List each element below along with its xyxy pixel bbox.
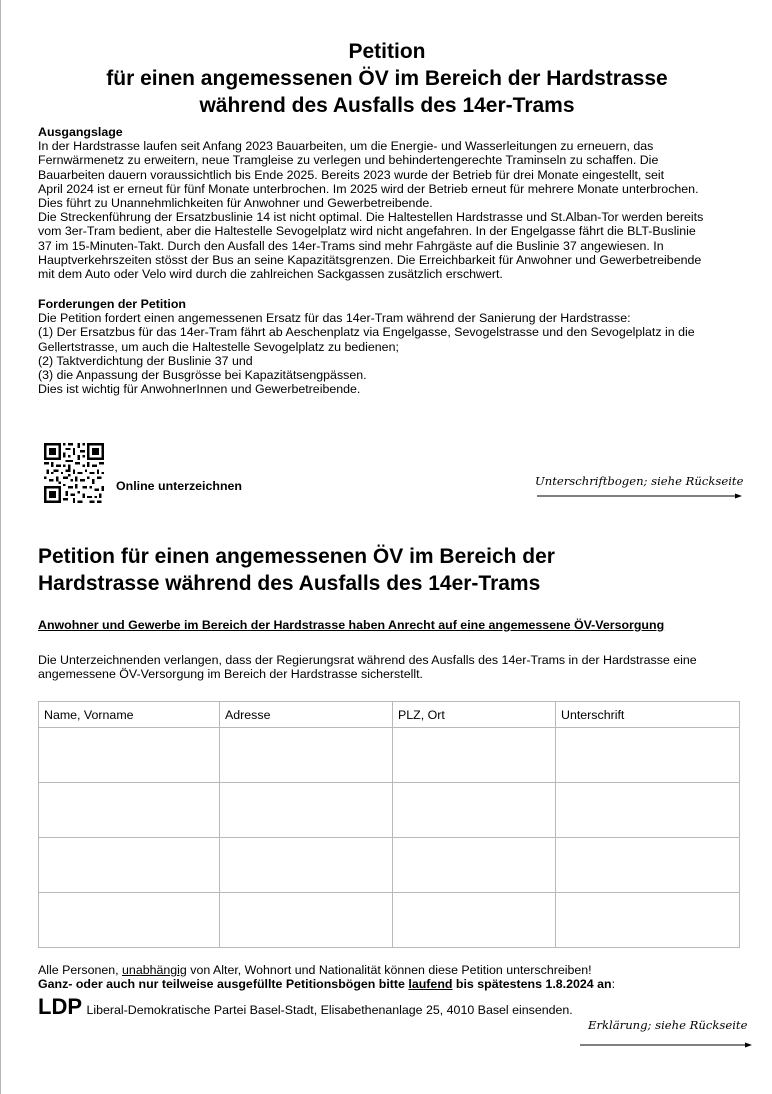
ausgangslage-line: In der Hardstrasse laufen seit Anfang 2023 Bauarbeiten, um die Energie- und Wasserleitungen zu erneuern, das <box>38 139 654 154</box>
ausgangslage-line: Hauptverkehrszeiten stösst der Bus an seine Kapazitätsgrenzen. Die Erreichbarkeit für Anwohner und Gewerbetreibende <box>38 252 702 267</box>
column-header-name: Name, Vorname <box>39 702 220 728</box>
ausgangslage-line: Bauarbeiten dauern voraussichtlich bis Ende 2025. Bereits 2023 wurde der Betrieb für drei Monate eingestellt, seit <box>38 167 665 182</box>
title-line-2: für einen angemessenen ÖV im Bereich der Hardstrasse <box>106 67 668 90</box>
zip-city-cell[interactable] <box>393 893 556 948</box>
ldp-logo: LDP <box>38 994 82 1019</box>
table-header-row <box>39 702 740 728</box>
explanation-note: Erklärung; siehe Rückseite <box>588 1018 748 1032</box>
footer-text-part: Alle Personen, <box>38 963 123 977</box>
name-cell[interactable] <box>39 728 220 783</box>
table-row <box>39 838 740 893</box>
footer-colon: : <box>611 977 616 992</box>
forderungen-line: Gellertstrasse, um auch die Haltestelle Sevogelplatz zu bedienen; <box>38 339 399 354</box>
arrow-right-icon <box>580 1040 752 1050</box>
forderungen-line: Die Petition fordert einen angemessenen Ersatz für das 14er-Tram während der Sanierung der Hardstrasse: <box>38 311 631 326</box>
signature-cell[interactable] <box>556 783 740 838</box>
footer-line-1 <box>38 963 615 977</box>
page-title <box>40 38 734 119</box>
ausgangslage-heading: Ausgangslage <box>38 125 123 139</box>
address-cell[interactable] <box>220 893 393 948</box>
footer-line-2 <box>38 977 615 991</box>
petition-title-line-1: Petition für einen angemessenen ÖV im Bereich der <box>38 545 555 568</box>
signature-cell[interactable] <box>556 728 740 783</box>
title-line-1: Petition <box>348 40 426 63</box>
signature-cell[interactable] <box>556 893 740 948</box>
demand-line-2: angemessene ÖV-Versorgung im Bereich der Hardstrasse sicherstellt. <box>38 667 423 682</box>
ausgangslage-line: Fernwärmenetz zu erweitern, neue Tramgleise zu verlegen und behindertengerechte Traminseln zu schaffen. Die <box>38 153 659 168</box>
ausgangslage-line: 37 im 15-Minuten-Takt. Durch den Ausfall des 14er-Trams sind mehr Fahrgäste auf die Buslinie 37 angewiesen. In <box>38 238 664 253</box>
column-header-signature: Unterschrift <box>556 702 740 728</box>
section-forderungen <box>38 297 750 396</box>
demand-line-1: Die Unterzeichnenden verlangen, dass der Regierungsrat während des Ausfalls des 14er-Trams in der Hardstrasse eine <box>38 653 697 667</box>
address-cell[interactable] <box>220 838 393 893</box>
forderungen-line: (3) die Anpassung der Busgrösse bei Kapazitätsengpässen. <box>38 368 367 383</box>
ausgangslage-line: vom 3er-Tram bedient, aber die Haltestelle Sevogelplatz wird nicht angefahren. In der Engelgasse fährt die BLT-Buslinie <box>38 224 696 239</box>
petition-title <box>38 543 555 597</box>
section-ausgangslage <box>38 125 750 281</box>
signature-cell[interactable] <box>556 838 740 893</box>
forderungen-line: (2) Taktverdichtung der Buslinie 37 und <box>38 353 253 368</box>
zip-city-cell[interactable] <box>393 838 556 893</box>
footer-text-part: bis spätestens 1.8.2024 an <box>452 977 612 992</box>
ausgangslage-line: Die Streckenführung der Ersatzbuslinie 14 ist nicht optimal. Die Haltestellen Hardstrasse und St.Alban-Tor werden bereits <box>38 210 704 225</box>
footer-text <box>38 963 615 991</box>
signature-sheet-note: Unterschriftbogen; siehe Rückseite <box>535 474 744 488</box>
name-cell[interactable] <box>39 893 220 948</box>
address-cell[interactable] <box>220 783 393 838</box>
petition-demand <box>38 653 750 681</box>
page-left-border <box>0 0 1 1094</box>
forderungen-line: (1) Der Ersatzbus für das 14er-Tram fährt ab Aeschenplatz via Engelgasse, Sevogelstrasse und den Sevogelplatz in die <box>38 325 695 340</box>
footer-emphasis: laufend <box>408 977 453 992</box>
sender-line <box>38 994 573 1020</box>
footer-emphasis: unabhängig <box>122 963 187 977</box>
footer-text-part: Ganz- oder auch nur teilweise ausgefüllte Petitionsbögen bitte <box>38 977 409 992</box>
forderungen-line: Dies ist wichtig für AnwohnerInnen und Gewerbetreibende. <box>38 382 361 397</box>
ausgangslage-line: Dies führt zu Unannehmlichkeiten für Anwohner und Gewerbetreibende. <box>38 196 433 211</box>
address-cell[interactable] <box>220 728 393 783</box>
footer-text-part: von Alter, Wohnort und Nationalität können diese Petition unterschreiben! <box>186 963 592 977</box>
party-address: Liberal-Demokratische Partei Basel-Stadt, Elisabethenanlage 25, 4010 Basel einsenden. <box>86 1003 573 1017</box>
forderungen-heading: Forderungen der Petition <box>38 297 187 311</box>
petition-subheading: Anwohner und Gewerbe im Bereich der Hardstrasse haben Anrecht auf eine angemessene ÖV-Versorgung <box>38 618 665 632</box>
table-row <box>39 893 740 948</box>
signature-table <box>38 701 740 948</box>
column-header-zip-city: PLZ, Ort <box>393 702 556 728</box>
ausgangslage-line: April 2024 ist er erneut für fünf Monate unterbrochen. Im 2025 wird der Betrieb erneut für mehrere Monate unterbrochen. <box>38 181 699 196</box>
name-cell[interactable] <box>39 783 220 838</box>
column-header-address: Adresse <box>220 702 393 728</box>
online-sign-link[interactable]: Online unterzeichnen <box>116 479 242 493</box>
petition-title-line-2: Hardstrasse während des Ausfalls des 14er-Trams <box>38 572 541 595</box>
arrow-right-icon <box>537 491 742 501</box>
name-cell[interactable] <box>39 838 220 893</box>
table-row <box>39 728 740 783</box>
table-row <box>39 783 740 838</box>
zip-city-cell[interactable] <box>393 728 556 783</box>
zip-city-cell[interactable] <box>393 783 556 838</box>
ausgangslage-line: mit dem Auto oder Velo wird durch die zahlreichen Sackgassen zusätzlich erschwert. <box>38 267 503 282</box>
title-line-3: während des Ausfalls des 14er-Trams <box>199 94 575 117</box>
qr-code-icon[interactable] <box>44 443 104 503</box>
